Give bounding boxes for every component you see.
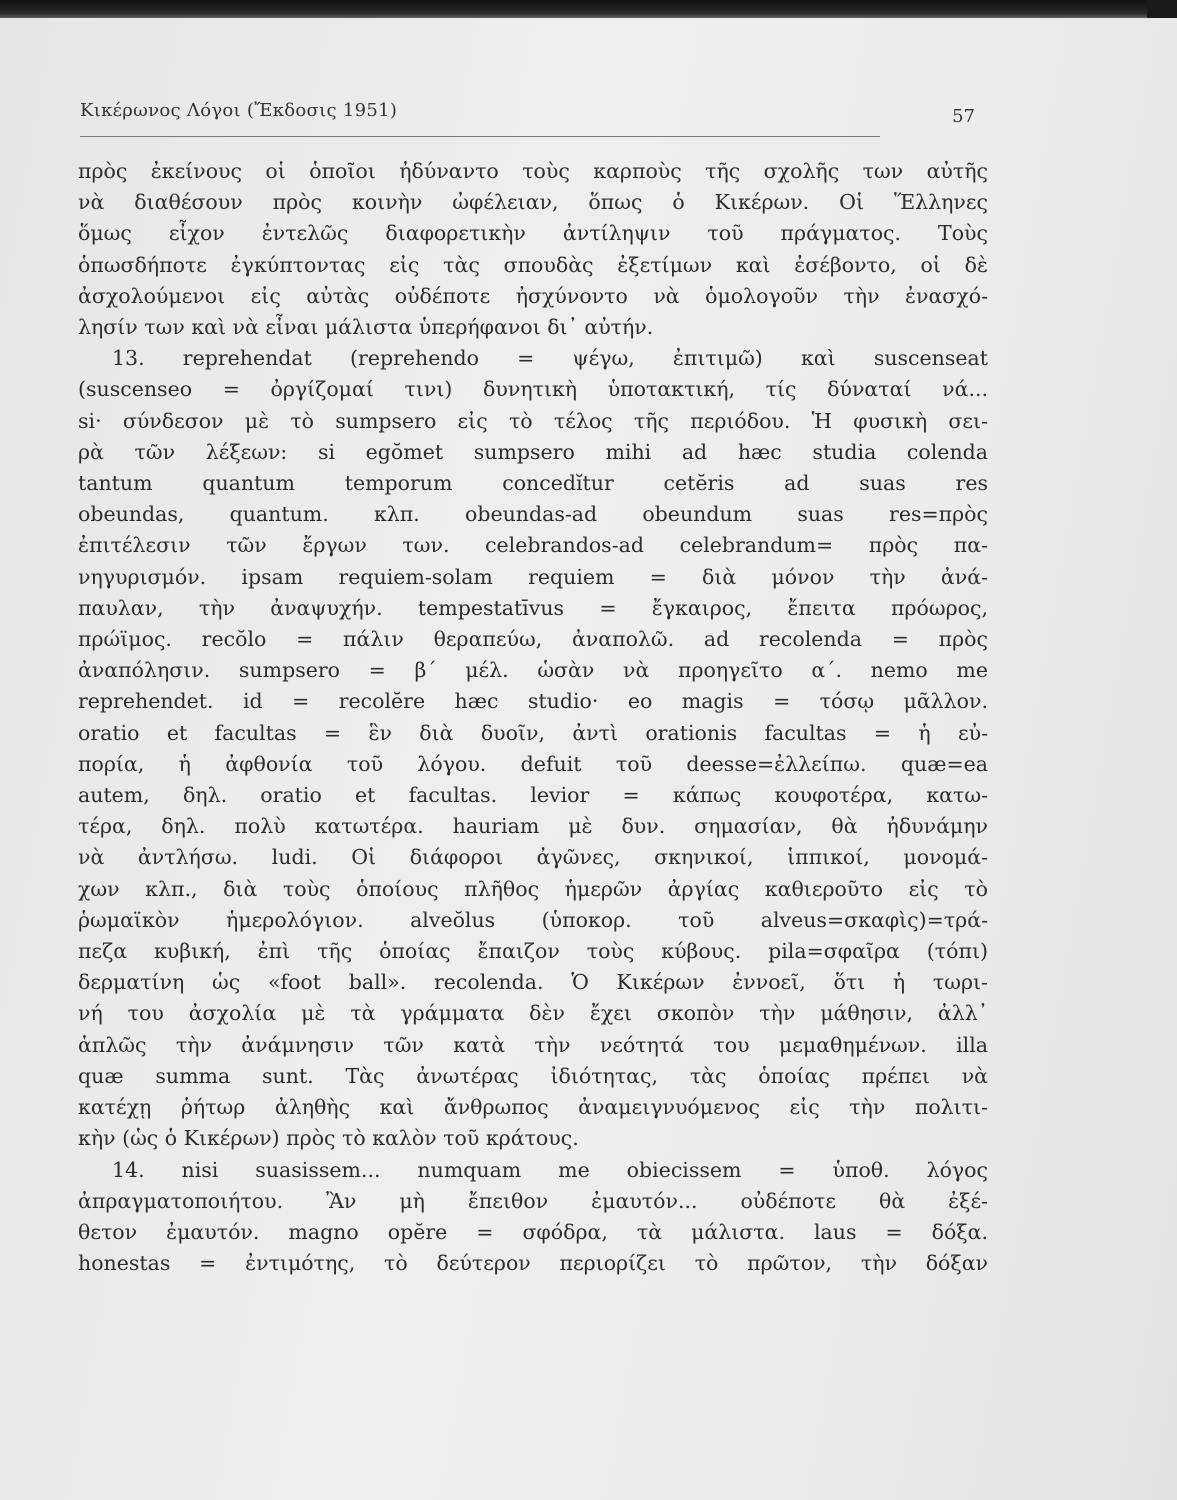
text-line: πορία, ἡ ἀφθονία τοῦ λόγου. defuit τοῦ deesse=ἐλλείπω. quæ=ea — [78, 751, 988, 776]
text-line: tantum quantum temporum concedĭtur cetĕris ad suas res — [78, 471, 988, 496]
page-number: 57 — [952, 106, 975, 127]
text-line: ἀπραγματοποιήτου. Ἂν μὴ ἔπειθον ἐμαυτόν... οὐδέποτε θὰ ἐξέ- — [78, 1188, 988, 1213]
text-line: ἀναπόλησιν. sumpsero = β´ μέλ. ὡσὰν νὰ προηγεῖτο α´. nemo me — [78, 658, 988, 683]
text-line: νηγυρισμόν. ipsam requiem-solam requiem = διὰ μόνον τὴν ἀνά- — [78, 564, 988, 589]
text-line: νὰ ἀντλήσω. ludi. Οἱ διάφοροι ἀγῶνες, σκηνικοί, ἱππικοί, μονομά- — [78, 845, 988, 870]
text-line: παυλαν, τὴν ἀναψυχήν. tempestatīvus = ἔγκαιρος, ἔπειτα πρόωρος, — [78, 595, 988, 620]
text-line: reprehendet. id = recolĕre hæc studio· eo magis = τόσῳ μᾶλλον. — [78, 689, 988, 714]
text-line: θετον ἐμαυτόν. magno opĕre = σφόδρα, τὰ μάλιστα. laus = δόξα. — [78, 1219, 988, 1244]
text-line: ὁπωσδήποτε ἐγκύπτοντας εἰς τὰς σπουδὰς ἐξετίμων καὶ ἐσέβοντο, οἱ δὲ — [78, 252, 988, 277]
note-13-start: 13. reprehendat (reprehendo = ψέγω, ἐπιτιμῶ) καὶ suscenseat — [112, 346, 988, 371]
running-title: Κικέρωνος Λόγοι (Ἔκδοσις 1951) — [80, 100, 398, 121]
text-line: τέρα, δηλ. πολὺ κατωτέρα. hauriam μὲ δυν. σημασίαν, θὰ ἠδυνάμην — [78, 814, 988, 839]
note-14-start: 14. nisi suasissem... numquam me obiecissem = ὑποθ. λόγος — [112, 1157, 988, 1182]
text-line: πρὸς ἐκείνους οἱ ὁποῖοι ἠδύναντο τοὺς καρποὺς τῆς σχολῆς των αὐτῆς — [78, 159, 988, 183]
text-line: obeundas, quantum. κλπ. obeundas-ad obeundum suas res=πρὸς — [78, 502, 988, 527]
header-rule — [80, 136, 880, 137]
text-line: oratio et facultas = ἓν διὰ δυοῖν, ἀντὶ orationis facultas = ἡ εὐ- — [78, 720, 988, 745]
text-line: (suscenseo = ὀργίζομαί τινι) δυνητικὴ ὑποτακτική, τίς δύναταί νά... — [78, 377, 988, 402]
text-line: honestas = ἐντιμότης, τὸ δεύτερον περιορίζει τὸ πρῶτον, τὴν δόξαν — [78, 1251, 988, 1276]
commentary-text — [78, 156, 988, 1279]
text-line: κατέχῃ ῥήτωρ ἀληθὴς καὶ ἄνθρωπος ἀναμειγνυόμενος εἰς τὴν πολιτι- — [78, 1095, 988, 1120]
text-line: autem, δηλ. oratio et facultas. levior = κάπως κουφοτέρα, κατω- — [78, 783, 988, 808]
text-line: ῥωμαϊκὸν ἡμερολόγιον. alveŏlus (ὑποκορ. τοῦ alveus=σκαφὶς)=τρά- — [78, 907, 988, 932]
text-line: κὴν (ὡς ὁ Κικέρων) πρὸς τὸ καλὸν τοῦ κράτους. — [78, 1126, 579, 1151]
text-line: ἐπιτέλεσιν τῶν ἔργων των. celebrandos-ad celebrandum= πρὸς πα- — [78, 533, 988, 558]
text-line: χων κλπ., διὰ τοὺς ὁποίους πλῆθος ἡμερῶν ἀργίας καθιεροῦτο εἰς τὸ — [78, 876, 988, 901]
text-line: ὅμως εἶχον ἐντελῶς διαφορετικὴν ἀντίληψιν τοῦ πράγματος. Τοὺς — [78, 221, 988, 246]
page-header — [80, 100, 975, 130]
text-line: νὰ διαθέσουν πρὸς κοινὴν ὠφέλειαν, ὅπως ὁ Κικέρων. Οἱ Ἕλληνες — [78, 190, 988, 215]
text-line: πρώϊμος. recŏlo = πάλιν θεραπεύω, ἀναπολῶ. ad recolenda = πρὸς — [78, 627, 988, 652]
text-line: si· σύνδεσον μὲ τὸ sumpsero εἰς τὸ τέλος τῆς περιόδου. Ἡ φυσικὴ σει- — [78, 408, 988, 433]
text-line: quæ summa sunt. Τὰς ἀνωτέρας ἰδιότητας, τὰς ὁποίας πρέπει νὰ — [78, 1063, 988, 1088]
text-line: ρὰ τῶν λέξεων: si egŏmet sumpsero mihi ad hæc studia colenda — [78, 439, 988, 464]
text-line: λησίν των καὶ νὰ εἶναι μάλιστα ὑπερήφανοι δι᾽ αὐτήν. — [78, 315, 654, 340]
text-line: ἀσχολούμενοι εἰς αὐτὰς οὐδέποτε ἠσχύνοντο νὰ ὁμολογοῦν τὴν ἐνασχό- — [78, 283, 988, 308]
text-line: πεζα κυβική, ἐπὶ τῆς ὁποίας ἔπαιζον τοὺς κύβους. pila=σφαῖρα (τόπι) — [78, 939, 988, 964]
text-line: ἁπλῶς τὴν ἀνάμνησιν τῶν κατὰ τὴν νεότητά του μεμαθημένων. illa — [78, 1032, 988, 1057]
text-line: νή του ἀσχολία μὲ τὰ γράμματα δὲν ἔχει σκοπὸν τὴν μάθησιν, ἀλλ᾽ — [78, 1001, 988, 1026]
text-line: δερματίνη ὡς «foot ball». recolenda. Ὁ Κικέρων ἐννοεῖ, ὅτι ἡ τωρι- — [78, 970, 988, 995]
